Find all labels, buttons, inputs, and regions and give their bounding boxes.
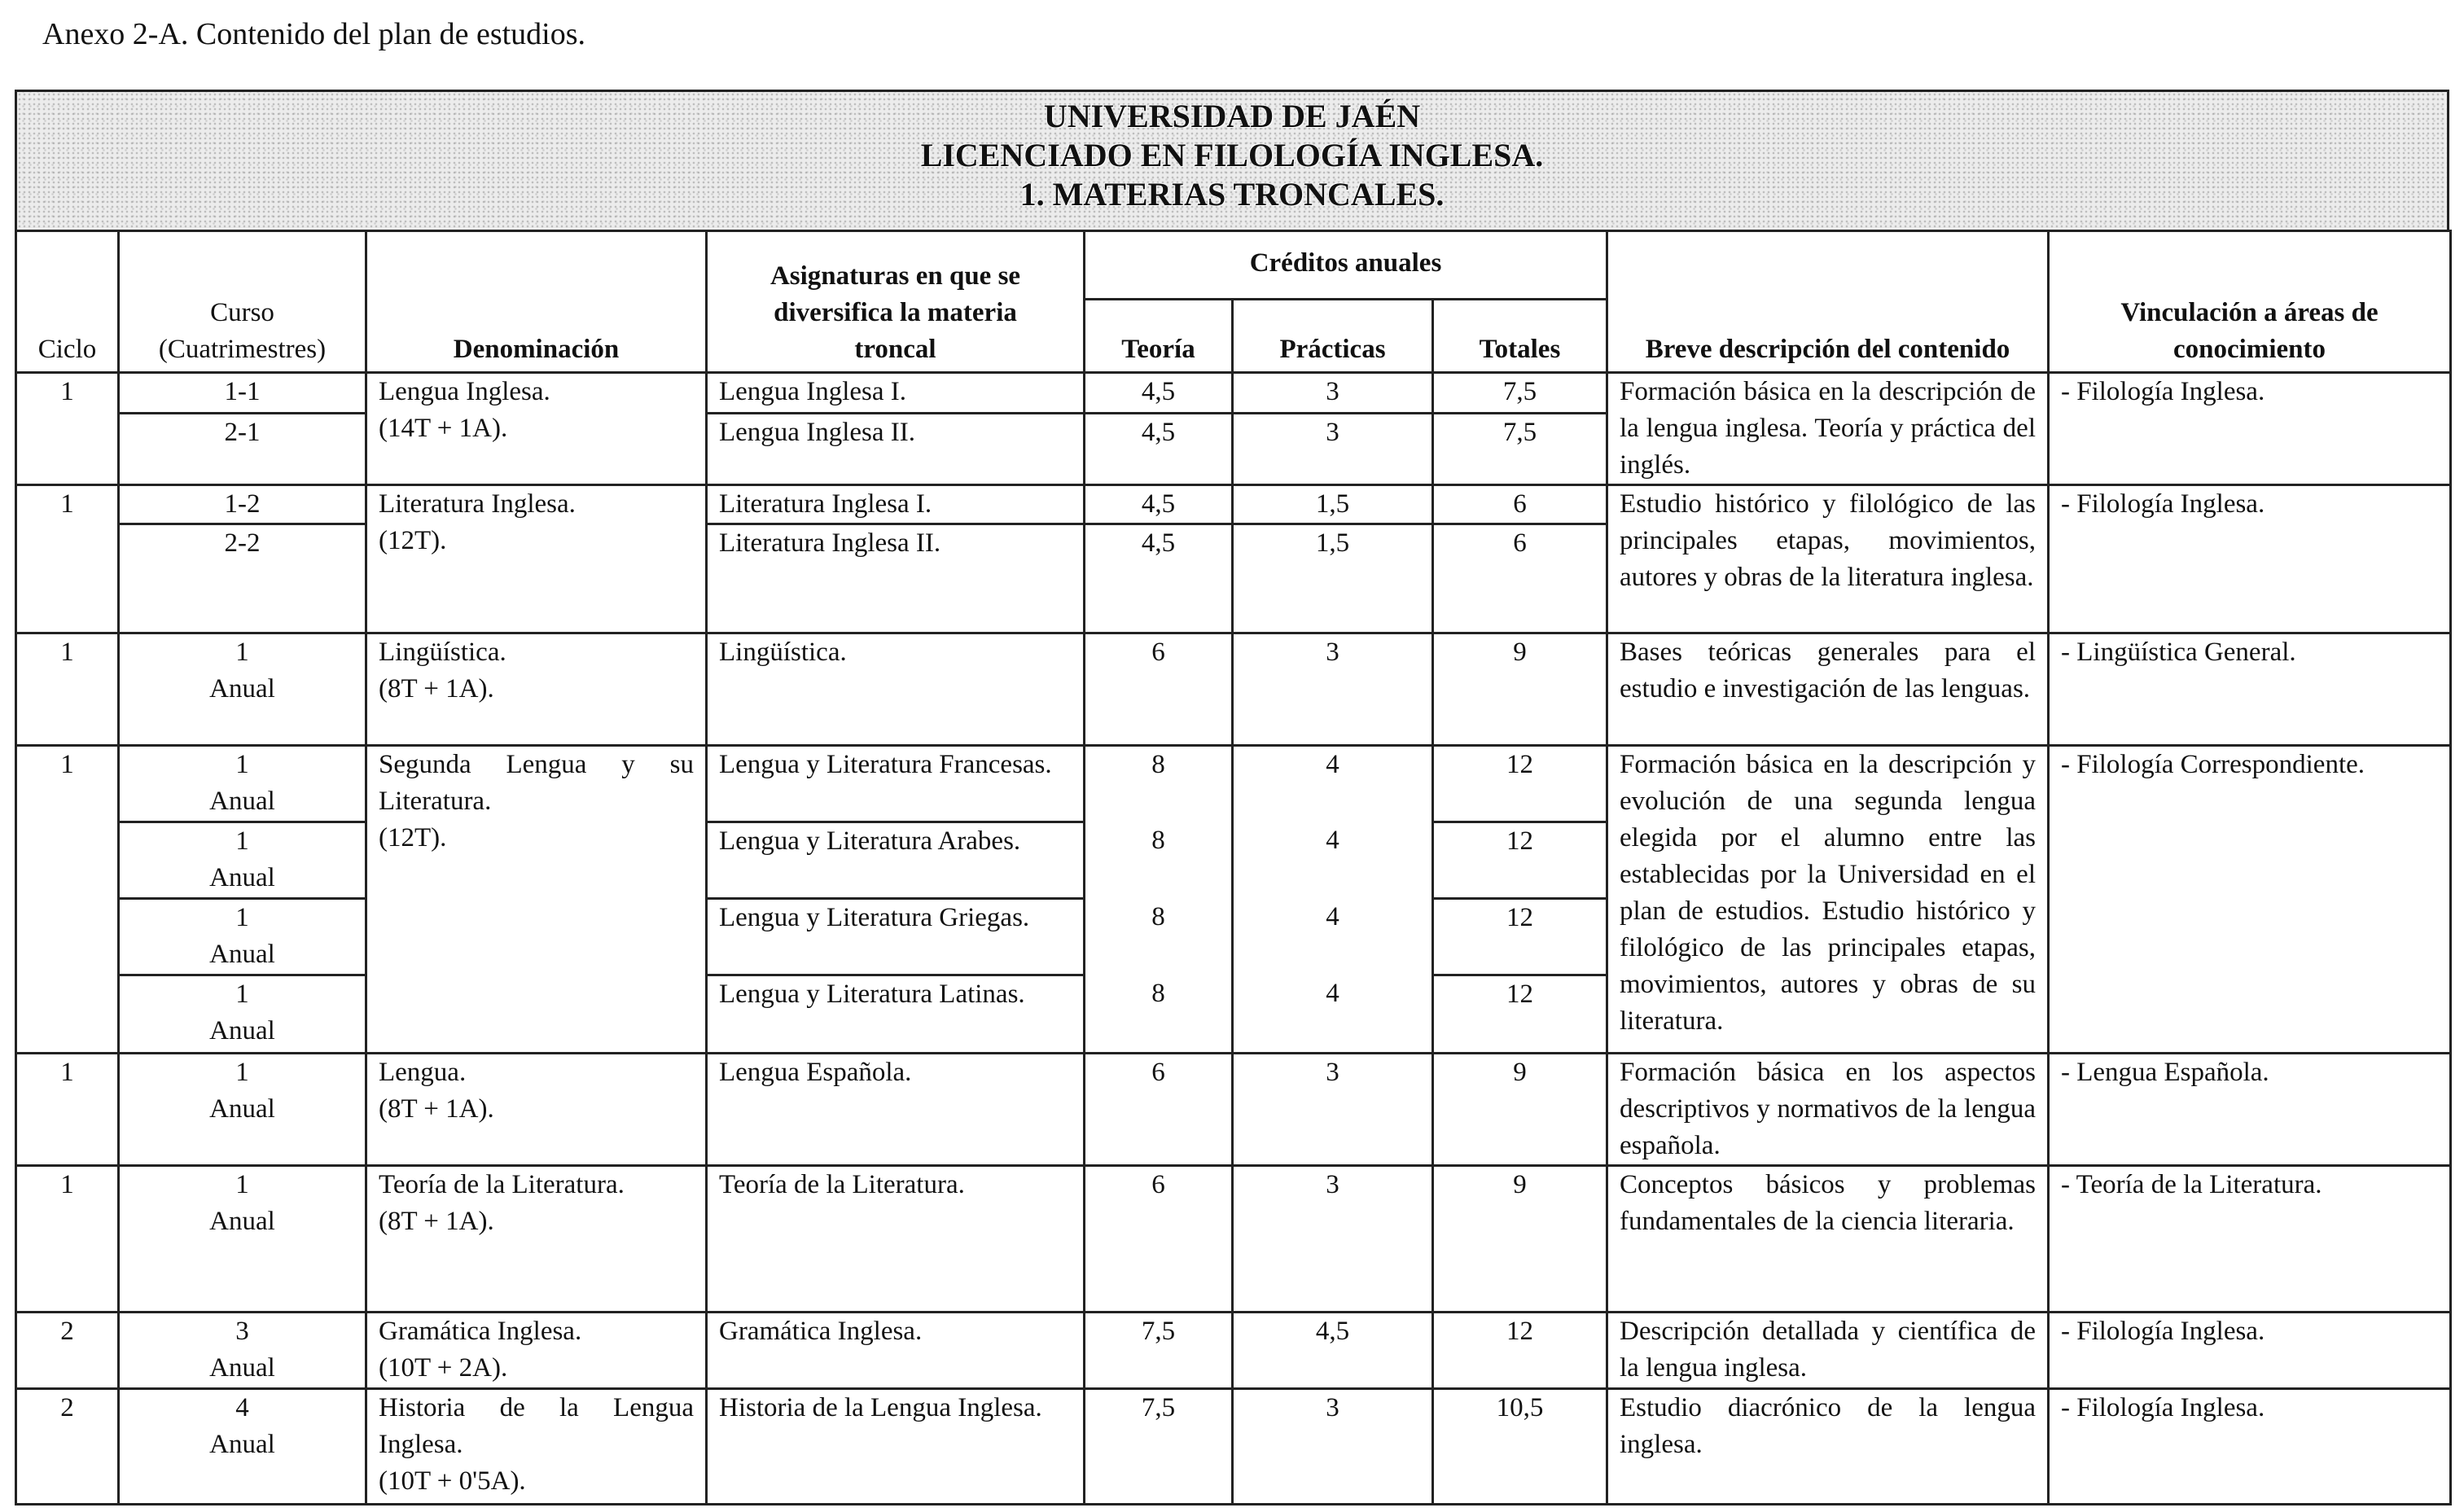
cell-practicas: 4 <box>1233 822 1433 899</box>
cell-descripcion: Descripción detallada y científica de la lengua inglesa. <box>1607 1313 2049 1389</box>
cell-denominacion: Gramática Inglesa. (10T + 2A). <box>366 1313 707 1389</box>
cell-teoria: 4,5 <box>1085 524 1233 633</box>
cell-denominacion: Historia de la Lengua Inglesa. (10T + 0'5A). <box>366 1389 707 1505</box>
cell-totales: 12 <box>1433 746 1607 822</box>
cell-teoria: 4,5 <box>1085 373 1233 414</box>
cell-ciclo: 1 <box>16 746 119 1054</box>
cell-totales: 7,5 <box>1433 373 1607 414</box>
cell-totales: 9 <box>1433 1054 1607 1166</box>
cell-denominacion: Teoría de la Literatura. (8T + 1A). <box>366 1166 707 1313</box>
table-row <box>16 1166 2451 1313</box>
cell-asignatura: Lengua Inglesa II. <box>707 414 1085 485</box>
cell-practicas: 3 <box>1233 1389 1433 1505</box>
cell-curso: 1 Anual <box>119 822 366 899</box>
cell-denominacion: Segunda Lengua y su Literatura. (12T). <box>366 746 707 1054</box>
cell-asignatura: Teoría de la Literatura. <box>707 1166 1085 1313</box>
cell-descripcion: Estudio histórico y filológico de las principales etapas, movimientos, autores y obras de la literatura inglesa. <box>1607 485 2049 633</box>
cell-practicas: 3 <box>1233 633 1433 746</box>
cell-ciclo: 2 <box>16 1313 119 1389</box>
table-row <box>16 373 2451 414</box>
header-ciclo: Ciclo <box>16 231 119 373</box>
cell-vinculacion: - Lengua Española. <box>2049 1054 2451 1166</box>
header-totales: Totales <box>1433 300 1607 373</box>
table-row <box>16 746 2451 822</box>
cell-teoria: 4,5 <box>1085 414 1233 485</box>
cell-asignatura: Literatura Inglesa I. <box>707 485 1085 524</box>
header-vinculacion: Vinculación a áreas de conocimiento <box>2049 231 2451 373</box>
table-row <box>16 633 2451 746</box>
cell-ciclo: 1 <box>16 485 119 633</box>
cell-vinculacion: - Filología Inglesa. <box>2049 1313 2451 1389</box>
cell-curso: 1 Anual <box>119 899 366 975</box>
cell-ciclo: 1 <box>16 633 119 746</box>
cell-descripcion: Estudio diacrónico de la lengua inglesa. <box>1607 1389 2049 1505</box>
cell-asignatura: Gramática Inglesa. <box>707 1313 1085 1389</box>
header-denominacion: Denominación <box>366 231 707 373</box>
cell-denominacion: Literatura Inglesa. (12T). <box>366 485 707 633</box>
header-descripcion: Breve descripción del contenido <box>1607 231 2049 373</box>
cell-denominacion: Lingüística. (8T + 1A). <box>366 633 707 746</box>
cell-practicas: 4 <box>1233 899 1433 975</box>
cell-practicas: 1,5 <box>1233 485 1433 524</box>
cell-practicas: 4,5 <box>1233 1313 1433 1389</box>
cell-descripcion: Formación básica en la descripción y evolución de una segunda lengua elegida por el alumno entre las establecidas por la Universidad en el plan de estudios. Estudio histórico y filológico de las principales etapas, movimientos, autores y obras de su literatura. <box>1607 746 2049 1054</box>
cell-curso: 3 Anual <box>119 1313 366 1389</box>
cell-totales: 10,5 <box>1433 1389 1607 1505</box>
cell-totales: 12 <box>1433 822 1607 899</box>
cell-asignatura: Literatura Inglesa II. <box>707 524 1085 633</box>
header-asignaturas: Asignaturas en que se diversifica la materia troncal <box>707 231 1085 373</box>
cell-totales: 9 <box>1433 1166 1607 1313</box>
cell-teoria: 8 <box>1085 899 1233 975</box>
cell-denominacion: Lengua. (8T + 1A). <box>366 1054 707 1166</box>
curriculum-table <box>15 230 2452 1505</box>
cell-curso: 1 Anual <box>119 1166 366 1313</box>
table-row <box>16 1313 2451 1389</box>
cell-practicas: 4 <box>1233 746 1433 822</box>
cell-practicas: 4 <box>1233 975 1433 1054</box>
cell-asignatura: Lingüística. <box>707 633 1085 746</box>
cell-descripcion: Bases teóricas generales para el estudio e investigación de las lenguas. <box>1607 633 2049 746</box>
cell-curso: 1-2 <box>119 485 366 524</box>
cell-curso: 1 Anual <box>119 633 366 746</box>
cell-vinculacion: - Lingüística General. <box>2049 633 2451 746</box>
cell-totales: 6 <box>1433 485 1607 524</box>
cell-asignatura: Lengua y Literatura Griegas. <box>707 899 1085 975</box>
cell-totales: 12 <box>1433 975 1607 1054</box>
cell-curso: 2-2 <box>119 524 366 633</box>
cell-ciclo: 1 <box>16 1166 119 1313</box>
cell-totales: 12 <box>1433 899 1607 975</box>
cell-vinculacion: - Filología Inglesa. <box>2049 485 2451 633</box>
header-practicas: Prácticas <box>1233 300 1433 373</box>
cell-asignatura: Lengua Inglesa I. <box>707 373 1085 414</box>
table-banner <box>15 90 2449 230</box>
cell-asignatura: Lengua Española. <box>707 1054 1085 1166</box>
cell-asignatura: Historia de la Lengua Inglesa. <box>707 1389 1085 1505</box>
cell-teoria: 4,5 <box>1085 485 1233 524</box>
cell-teoria: 8 <box>1085 975 1233 1054</box>
cell-ciclo: 1 <box>16 373 119 485</box>
cell-curso: 4 Anual <box>119 1389 366 1505</box>
header-creditos: Créditos anuales <box>1085 231 1607 300</box>
cell-asignatura: Lengua y Literatura Francesas. <box>707 746 1085 822</box>
cell-practicas: 1,5 <box>1233 524 1433 633</box>
document-caption: Anexo 2-A. Contenido del plan de estudios. <box>42 17 586 51</box>
cell-totales: 7,5 <box>1433 414 1607 485</box>
table-row <box>16 1054 2451 1166</box>
cell-descripcion: Formación básica en la descripción de la lengua inglesa. Teoría y práctica del inglés. <box>1607 373 2049 485</box>
cell-teoria: 7,5 <box>1085 1389 1233 1505</box>
cell-totales: 9 <box>1433 633 1607 746</box>
cell-asignatura: Lengua y Literatura Arabes. <box>707 822 1085 899</box>
cell-curso: 1 Anual <box>119 975 366 1054</box>
cell-teoria: 7,5 <box>1085 1313 1233 1389</box>
cell-ciclo: 1 <box>16 1054 119 1166</box>
cell-descripcion: Formación básica en los aspectos descriptivos y normativos de la lengua española. <box>1607 1054 2049 1166</box>
cell-vinculacion: - Filología Inglesa. <box>2049 1389 2451 1505</box>
cell-practicas: 3 <box>1233 414 1433 485</box>
cell-teoria: 8 <box>1085 822 1233 899</box>
banner-university: UNIVERSIDAD DE JAÉN <box>1043 98 1421 134</box>
banner-degree: LICENCIADO EN FILOLOGÍA INGLESA. <box>920 137 1544 173</box>
cell-vinculacion: - Teoría de la Literatura. <box>2049 1166 2451 1313</box>
cell-practicas: 3 <box>1233 373 1433 414</box>
header-curso: Curso (Cuatrimestres) <box>119 231 366 373</box>
table-row <box>16 485 2451 524</box>
cell-curso: 2-1 <box>119 414 366 485</box>
cell-teoria: 6 <box>1085 633 1233 746</box>
cell-teoria: 6 <box>1085 1166 1233 1313</box>
cell-descripcion: Conceptos básicos y problemas fundamentales de la ciencia literaria. <box>1607 1166 2049 1313</box>
cell-denominacion: Lengua Inglesa. (14T + 1A). <box>366 373 707 485</box>
cell-vinculacion: - Filología Inglesa. <box>2049 373 2451 485</box>
banner-section: 1. MATERIAS TRONCALES. <box>1019 176 1445 213</box>
cell-asignatura: Lengua y Literatura Latinas. <box>707 975 1085 1054</box>
cell-totales: 12 <box>1433 1313 1607 1389</box>
cell-practicas: 3 <box>1233 1166 1433 1313</box>
cell-teoria: 6 <box>1085 1054 1233 1166</box>
cell-curso: 1 Anual <box>119 746 366 822</box>
cell-vinculacion: - Filología Correspondiente. <box>2049 746 2451 1054</box>
header-teoria: Teoría <box>1085 300 1233 373</box>
cell-curso: 1-1 <box>119 373 366 414</box>
table-row <box>16 1389 2451 1505</box>
cell-practicas: 3 <box>1233 1054 1433 1166</box>
cell-totales: 6 <box>1433 524 1607 633</box>
cell-curso: 1 Anual <box>119 1054 366 1166</box>
cell-teoria: 8 <box>1085 746 1233 822</box>
cell-ciclo: 2 <box>16 1389 119 1505</box>
